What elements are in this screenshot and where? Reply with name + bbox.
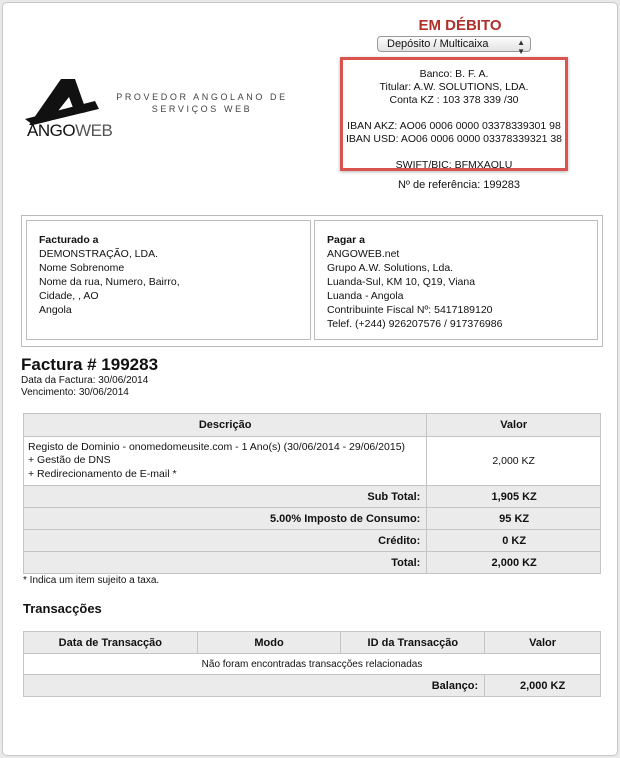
total-label: Total: xyxy=(24,552,427,574)
invoice-status: EM DÉBITO xyxy=(418,17,502,34)
col-transaction-id: ID da Transacção xyxy=(341,632,485,654)
select-arrows-icon: ▲ ▼ xyxy=(517,38,525,56)
tagline-line-2: SERVIÇOS WEB xyxy=(151,104,253,114)
billed-to-line: Angola xyxy=(39,304,72,316)
items-table xyxy=(23,413,601,574)
tax-row xyxy=(24,508,601,530)
logo-wordmark xyxy=(27,121,112,141)
tax-note: * Indica um item sujeito a taxa. xyxy=(23,575,160,586)
transactions-title: Transacções xyxy=(23,601,102,616)
col-transaction-value: Valor xyxy=(485,632,601,654)
total-row xyxy=(24,552,601,574)
item-description-line: + Gestão de DNS xyxy=(28,454,111,467)
bank-holder: Titular: A.W. SOLUTIONS, LDA. xyxy=(379,81,529,93)
logo-wordmark-ango: ANGO xyxy=(27,121,76,140)
payment-method-value: Depósito / Multicaixa xyxy=(387,38,489,50)
pay-to-line: Grupo A.W. Solutions, Lda. xyxy=(327,262,454,274)
pay-to-line: ANGOWEB.net xyxy=(327,248,400,260)
billed-to-line: Nome da rua, Numero, Bairro, xyxy=(39,276,180,288)
tax-value: 95 KZ xyxy=(427,508,601,530)
item-description xyxy=(24,437,427,486)
transactions-empty-row xyxy=(24,654,601,675)
transactions-header-row xyxy=(24,632,601,654)
tagline-line-1: PROVEDOR ANGOLANO DE xyxy=(116,92,288,102)
items-header-row xyxy=(24,414,601,437)
credit-value: 0 KZ xyxy=(427,530,601,552)
billed-to-line: Nome Sobrenome xyxy=(39,262,125,274)
tax-label: 5.00% Imposto de Consumo: xyxy=(24,508,427,530)
item-description-line: Registo de Dominio - onomedomeusite.com - 1 Ano(s) (30/06/2014 - 29/06/2015) xyxy=(28,440,406,453)
pay-to-line: Contribuinte Fiscal Nº: 5417189120 xyxy=(327,304,493,316)
payment-method-select[interactable] xyxy=(377,36,531,56)
billed-to-line: Cidade, , AO xyxy=(39,290,99,302)
subtotal-label: Sub Total: xyxy=(24,486,427,508)
balance-label: Balanço: xyxy=(24,675,485,697)
bank-name: Banco: B. F. A. xyxy=(419,68,489,80)
balance-value: 2,000 KZ xyxy=(485,675,601,697)
pay-to-line: Luanda - Angola xyxy=(327,290,404,302)
col-transaction-date: Data de Transacção xyxy=(24,632,198,654)
col-value: Valor xyxy=(427,414,601,437)
address-section xyxy=(21,215,603,347)
credit-label: Crédito: xyxy=(24,530,427,552)
bank-swift: SWIFT/BIC: BFMXAOLU xyxy=(395,159,513,171)
col-mode: Modo xyxy=(197,632,341,654)
invoice-page xyxy=(2,2,618,756)
invoice-date: Data da Factura: 30/06/2014 xyxy=(21,375,149,386)
transactions-empty-message: Não foram encontradas transacções relacionadas xyxy=(24,654,601,675)
billed-to-box xyxy=(26,220,311,340)
pay-to-line: Telef. (+244) 926207576 / 917376986 xyxy=(327,318,503,330)
subtotal-value: 1,905 KZ xyxy=(427,486,601,508)
subtotal-row xyxy=(24,486,601,508)
pay-to-heading: Pagar a xyxy=(327,234,365,246)
col-description: Descrição xyxy=(24,414,427,437)
balance-row xyxy=(24,675,601,697)
logo-wordmark-web: WEB xyxy=(75,121,113,140)
pay-to-line: Luanda-Sul, KM 10, Q19, Viana xyxy=(327,276,476,288)
invoice-title: Factura # 199283 xyxy=(21,355,159,374)
table-row xyxy=(24,437,601,486)
brand-tagline xyxy=(107,91,297,115)
bank-iban-akz: IBAN AKZ: AO06 0006 0000 03378339301 98 xyxy=(347,120,561,132)
billed-to-heading: Facturado a xyxy=(39,234,99,246)
credit-row xyxy=(24,530,601,552)
item-value: 2,000 KZ xyxy=(427,437,601,486)
bank-account: Conta KZ : 103 378 339 /30 xyxy=(389,94,519,106)
bank-details-box xyxy=(340,57,568,171)
pay-to-box xyxy=(314,220,598,340)
total-value: 2,000 KZ xyxy=(427,552,601,574)
transactions-table xyxy=(23,631,601,697)
bank-iban-usd: IBAN USD: AO06 0006 0000 03378339321 38 xyxy=(346,133,562,145)
item-description-line: + Redirecionamento de E-mail * xyxy=(28,467,177,480)
billed-to-line: DEMONSTRAÇÃO, LDA. xyxy=(39,248,159,260)
invoice-due-date: Vencimento: 30/06/2014 xyxy=(21,387,129,398)
reference-number: Nº de referência: 199283 xyxy=(397,179,521,191)
